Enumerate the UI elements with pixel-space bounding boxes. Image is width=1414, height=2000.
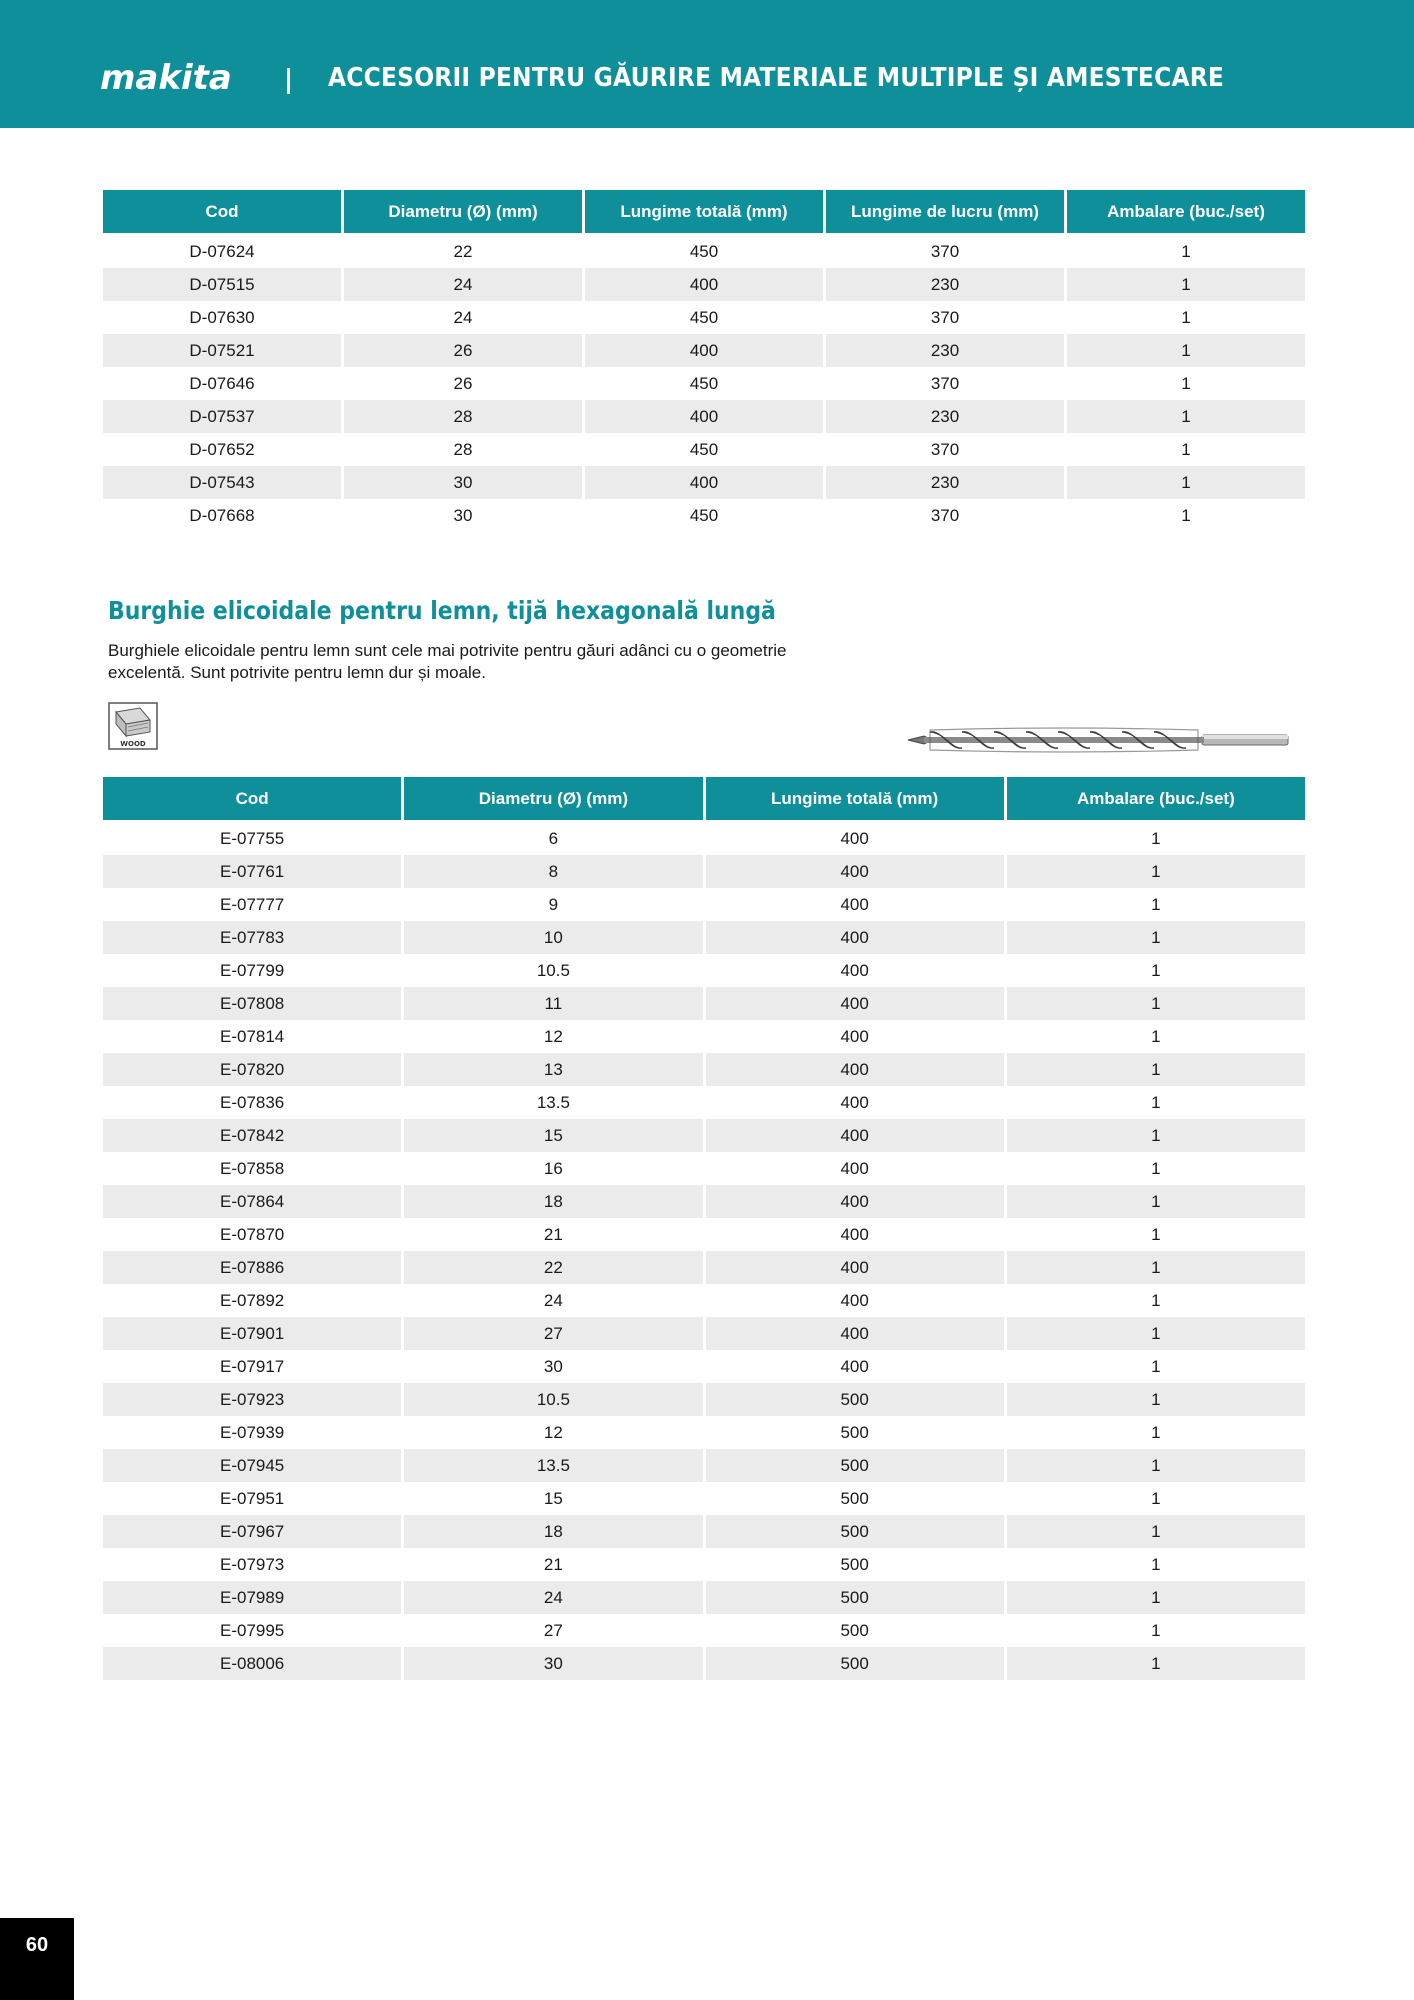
- table-cell: E-07917: [219, 1356, 285, 1376]
- table-cell: 1: [1181, 241, 1191, 261]
- table-cell: 1: [1181, 439, 1191, 459]
- table-row: [103, 1449, 1305, 1482]
- table-row: [103, 367, 1305, 400]
- table-cell: 1: [1007, 1383, 1305, 1416]
- table-cell: E-07989: [103, 1581, 401, 1614]
- table-cell: 22: [453, 241, 473, 261]
- table-cell: 500: [706, 1449, 1004, 1482]
- table-cell: 1: [1007, 855, 1305, 888]
- column-header: Ambalare (buc./set): [1067, 190, 1305, 235]
- table-cell: D-07515: [103, 268, 341, 301]
- table-cell: 1: [1151, 1356, 1161, 1376]
- table-row: [103, 433, 1305, 466]
- table-cell: 1: [1067, 268, 1305, 301]
- table-row: [103, 1548, 1305, 1581]
- table-cell: 18: [404, 1185, 702, 1218]
- table-cell: 22: [404, 1251, 702, 1284]
- wood-material-icon: [108, 702, 158, 750]
- table-cell: 1: [1151, 828, 1161, 848]
- table-row: [103, 822, 1305, 855]
- table-cell: 400: [706, 1119, 1004, 1152]
- table-cell: 13: [404, 1053, 702, 1086]
- table-cell: E-07951: [219, 1488, 285, 1508]
- table-cell: 1: [1151, 1224, 1161, 1244]
- table-cell: 400: [840, 960, 869, 980]
- table-cell: E-07842: [103, 1119, 401, 1152]
- table-cell: 400: [840, 1092, 869, 1112]
- table-cell: E-07858: [219, 1158, 285, 1178]
- table-cell: 1: [1151, 1092, 1161, 1112]
- table-row: [103, 1020, 1305, 1053]
- table-cell: 1: [1007, 1053, 1305, 1086]
- table-row: [103, 1185, 1305, 1218]
- table-cell: 370: [930, 307, 960, 327]
- table-cell: 15: [404, 1119, 702, 1152]
- table-cell: 1: [1007, 987, 1305, 1020]
- table-header-row: [103, 190, 1305, 235]
- table-cell: 450: [689, 439, 719, 459]
- table-cell: E-07799: [219, 960, 285, 980]
- table-cell: D-07537: [103, 400, 341, 433]
- makita-logo: makita: [100, 58, 232, 98]
- table-cell: 400: [706, 987, 1004, 1020]
- table-cell: 370: [930, 439, 960, 459]
- table-cell: 400: [840, 1026, 869, 1046]
- table-cell: 1: [1007, 1251, 1305, 1284]
- table-row: [103, 1515, 1305, 1548]
- column-header: Lungime de lucru (mm): [826, 190, 1064, 235]
- table-cell: 500: [840, 1422, 869, 1442]
- table-cell: 1: [1151, 1290, 1161, 1310]
- table-cell: 24: [543, 1290, 563, 1310]
- table-cell: 500: [706, 1383, 1004, 1416]
- table-cell: E-07973: [219, 1554, 285, 1574]
- table-row: [103, 235, 1305, 268]
- table-cell: 30: [543, 1356, 563, 1376]
- table-cell: 1: [1151, 1422, 1161, 1442]
- table-row: [103, 1416, 1305, 1449]
- table-cell: 30: [344, 466, 582, 499]
- table-cell: 400: [706, 921, 1004, 954]
- table-cell: 1: [1151, 1620, 1161, 1640]
- table-cell: 370: [930, 505, 960, 525]
- table-row: [103, 301, 1305, 334]
- table-cell: 1: [1007, 1317, 1305, 1350]
- table-cell: 30: [453, 505, 473, 525]
- table-cell: 21: [543, 1554, 563, 1574]
- table-cell: 24: [344, 268, 582, 301]
- table-row: [103, 1218, 1305, 1251]
- table-cell: 1: [1067, 400, 1305, 433]
- table-row: [103, 499, 1305, 532]
- table-cell: E-07814: [219, 1026, 285, 1046]
- table-cell: 12: [543, 1422, 563, 1442]
- table-row: [103, 1053, 1305, 1086]
- table-cell: E-07901: [103, 1317, 401, 1350]
- table-cell: 1: [1007, 1581, 1305, 1614]
- table-cell: E-07967: [103, 1515, 401, 1548]
- table-cell: 500: [840, 1620, 869, 1640]
- table-cell: 370: [930, 373, 960, 393]
- table-row: [103, 466, 1305, 499]
- table-cell: 1: [1007, 1647, 1305, 1680]
- table-cell: 400: [840, 1224, 869, 1244]
- table-cell: 400: [585, 334, 823, 367]
- table-cell: 450: [689, 241, 719, 261]
- table-row: [103, 987, 1305, 1020]
- table-cell: E-07923: [103, 1383, 401, 1416]
- table-cell: D-07652: [189, 439, 255, 459]
- table-row: [103, 1350, 1305, 1383]
- table-row: [103, 268, 1305, 301]
- table-cell: 500: [706, 1515, 1004, 1548]
- table-row: [103, 334, 1305, 367]
- table-cell: E-07820: [103, 1053, 401, 1086]
- table-cell: 1: [1007, 1119, 1305, 1152]
- table-cell: 230: [826, 334, 1064, 367]
- table-cell: E-07995: [219, 1620, 285, 1640]
- table-cell: 1: [1181, 307, 1191, 327]
- table-cell: 28: [344, 400, 582, 433]
- table-cell: 400: [706, 1317, 1004, 1350]
- table-cell: 1: [1007, 1449, 1305, 1482]
- table-cell: 1: [1151, 1158, 1161, 1178]
- table-cell: 400: [840, 1290, 869, 1310]
- table-cell: 12: [543, 1026, 563, 1046]
- table-cell: 400: [840, 1356, 869, 1376]
- table-row: [103, 1647, 1305, 1680]
- table-row: [103, 1482, 1305, 1515]
- table-cell: E-07761: [103, 855, 401, 888]
- table-cell: 230: [826, 466, 1064, 499]
- table-cell: 450: [689, 505, 719, 525]
- table-row: [103, 1581, 1305, 1614]
- table-cell: 1: [1007, 1185, 1305, 1218]
- table-cell: 450: [689, 373, 719, 393]
- table-cell: 1: [1067, 466, 1305, 499]
- table-cell: 400: [706, 1251, 1004, 1284]
- table-row: [103, 1152, 1305, 1185]
- table-cell: 500: [706, 1647, 1004, 1680]
- section-title: Burghie elicoidale pentru lemn, tijă hexagonală lungă: [108, 596, 776, 625]
- table-cell: 1: [1181, 505, 1191, 525]
- table-cell: 18: [404, 1515, 702, 1548]
- table-cell: 13.5: [536, 1092, 570, 1112]
- table-row: [103, 1383, 1305, 1416]
- table-cell: 400: [585, 400, 823, 433]
- table-cell: 1: [1181, 373, 1191, 393]
- table-cell: 1: [1007, 1515, 1305, 1548]
- table-cell: 16: [543, 1158, 563, 1178]
- table-cell: 1: [1151, 1554, 1161, 1574]
- table-cell: 8: [404, 855, 702, 888]
- table-cell: 400: [840, 1158, 869, 1178]
- column-header: Lungime totală (mm): [706, 777, 1004, 822]
- table-cell: E-07870: [219, 1224, 285, 1244]
- table-cell: D-07630: [189, 307, 255, 327]
- auger-drill-bit-image: [902, 720, 1290, 760]
- table-row: [103, 954, 1305, 987]
- table-cell: E-07939: [219, 1422, 285, 1442]
- table-row: [103, 1086, 1305, 1119]
- table-cell: 27: [404, 1317, 702, 1350]
- table-cell: 28: [453, 439, 473, 459]
- table-cell: 370: [930, 241, 960, 261]
- column-header: Diametru (Ø) (mm): [404, 777, 702, 822]
- table-cell: 450: [689, 307, 719, 327]
- table-cell: 15: [543, 1488, 563, 1508]
- column-header: Cod: [103, 777, 401, 822]
- table-row: [103, 400, 1305, 433]
- header-separator: [287, 68, 290, 94]
- page-title: ACCESORII PENTRU GĂURIRE MATERIALE MULTIPLE ȘI AMESTECARE: [328, 63, 1225, 93]
- table-cell: E-08006: [103, 1647, 401, 1680]
- table-cell: 27: [543, 1620, 563, 1640]
- table-cell: 11: [404, 987, 702, 1020]
- table-cell: 9: [548, 894, 559, 914]
- table-row: [103, 855, 1305, 888]
- page-number-box: [0, 1918, 74, 2000]
- table-cell: E-07864: [103, 1185, 401, 1218]
- table-cell: D-07521: [103, 334, 341, 367]
- table-cell: 24: [404, 1581, 702, 1614]
- table-row: [103, 1119, 1305, 1152]
- table-cell: 21: [543, 1224, 563, 1244]
- table-cell: E-07755: [219, 828, 285, 848]
- table-cell: E-07945: [103, 1449, 401, 1482]
- table-cell: D-07543: [103, 466, 341, 499]
- table-cell: 400: [840, 828, 869, 848]
- table-row: [103, 1614, 1305, 1647]
- table-cell: 24: [453, 307, 473, 327]
- column-header: Lungime totală (mm): [585, 190, 823, 235]
- table-cell: E-07886: [103, 1251, 401, 1284]
- table-cell: E-07777: [219, 894, 285, 914]
- table-cell: E-07892: [219, 1290, 285, 1310]
- page-number: 60: [25, 1934, 49, 1956]
- table-cell: 400: [706, 1053, 1004, 1086]
- table-cell: 10.5: [536, 960, 570, 980]
- table-cell: 400: [840, 894, 869, 914]
- table-cell: 13.5: [404, 1449, 702, 1482]
- table-cell: 500: [840, 1488, 869, 1508]
- table-cell: 6: [548, 828, 559, 848]
- table-cell: 10: [404, 921, 702, 954]
- table-cell: 1: [1007, 921, 1305, 954]
- auger-bits-table: [100, 190, 1308, 532]
- table-cell: 30: [404, 1647, 702, 1680]
- table-cell: 26: [344, 334, 582, 367]
- column-header: Cod: [103, 190, 341, 235]
- table-cell: 230: [826, 400, 1064, 433]
- table-cell: D-07646: [189, 373, 255, 393]
- wood-auger-bits-table: [100, 777, 1308, 1680]
- table-cell: 26: [453, 373, 473, 393]
- wood-icon-label: WOOD: [120, 740, 146, 748]
- table-cell: 10.5: [404, 1383, 702, 1416]
- table-cell: 400: [706, 1185, 1004, 1218]
- table-cell: 1: [1067, 334, 1305, 367]
- table-cell: 400: [706, 855, 1004, 888]
- table-row: [103, 1317, 1305, 1350]
- table-header-row: [103, 777, 1305, 822]
- table-cell: D-07668: [189, 505, 255, 525]
- column-header: Ambalare (buc./set): [1007, 777, 1305, 822]
- table-cell: E-07836: [219, 1092, 285, 1112]
- table-row: [103, 1251, 1305, 1284]
- column-header: Diametru (Ø) (mm): [344, 190, 582, 235]
- table-cell: 400: [585, 268, 823, 301]
- page-header: [0, 0, 1414, 128]
- table-cell: 230: [826, 268, 1064, 301]
- table-cell: 500: [706, 1581, 1004, 1614]
- table-cell: E-07808: [103, 987, 401, 1020]
- table-cell: D-07624: [189, 241, 255, 261]
- table-row: [103, 1284, 1305, 1317]
- table-cell: 1: [1151, 960, 1161, 980]
- section-description: Burghiele elicoidale pentru lemn sunt cele mai potrivite pentru găuri adânci cu o geometrie excelentă. Sunt potrivite pentru lemn dur și moale.: [108, 641, 787, 682]
- table-cell: 400: [585, 466, 823, 499]
- table-cell: 1: [1151, 1488, 1161, 1508]
- table-cell: E-07783: [103, 921, 401, 954]
- table-row: [103, 888, 1305, 921]
- table-row: [103, 921, 1305, 954]
- table-cell: 1: [1151, 894, 1161, 914]
- table-cell: 1: [1151, 1026, 1161, 1046]
- table-cell: 500: [840, 1554, 869, 1574]
